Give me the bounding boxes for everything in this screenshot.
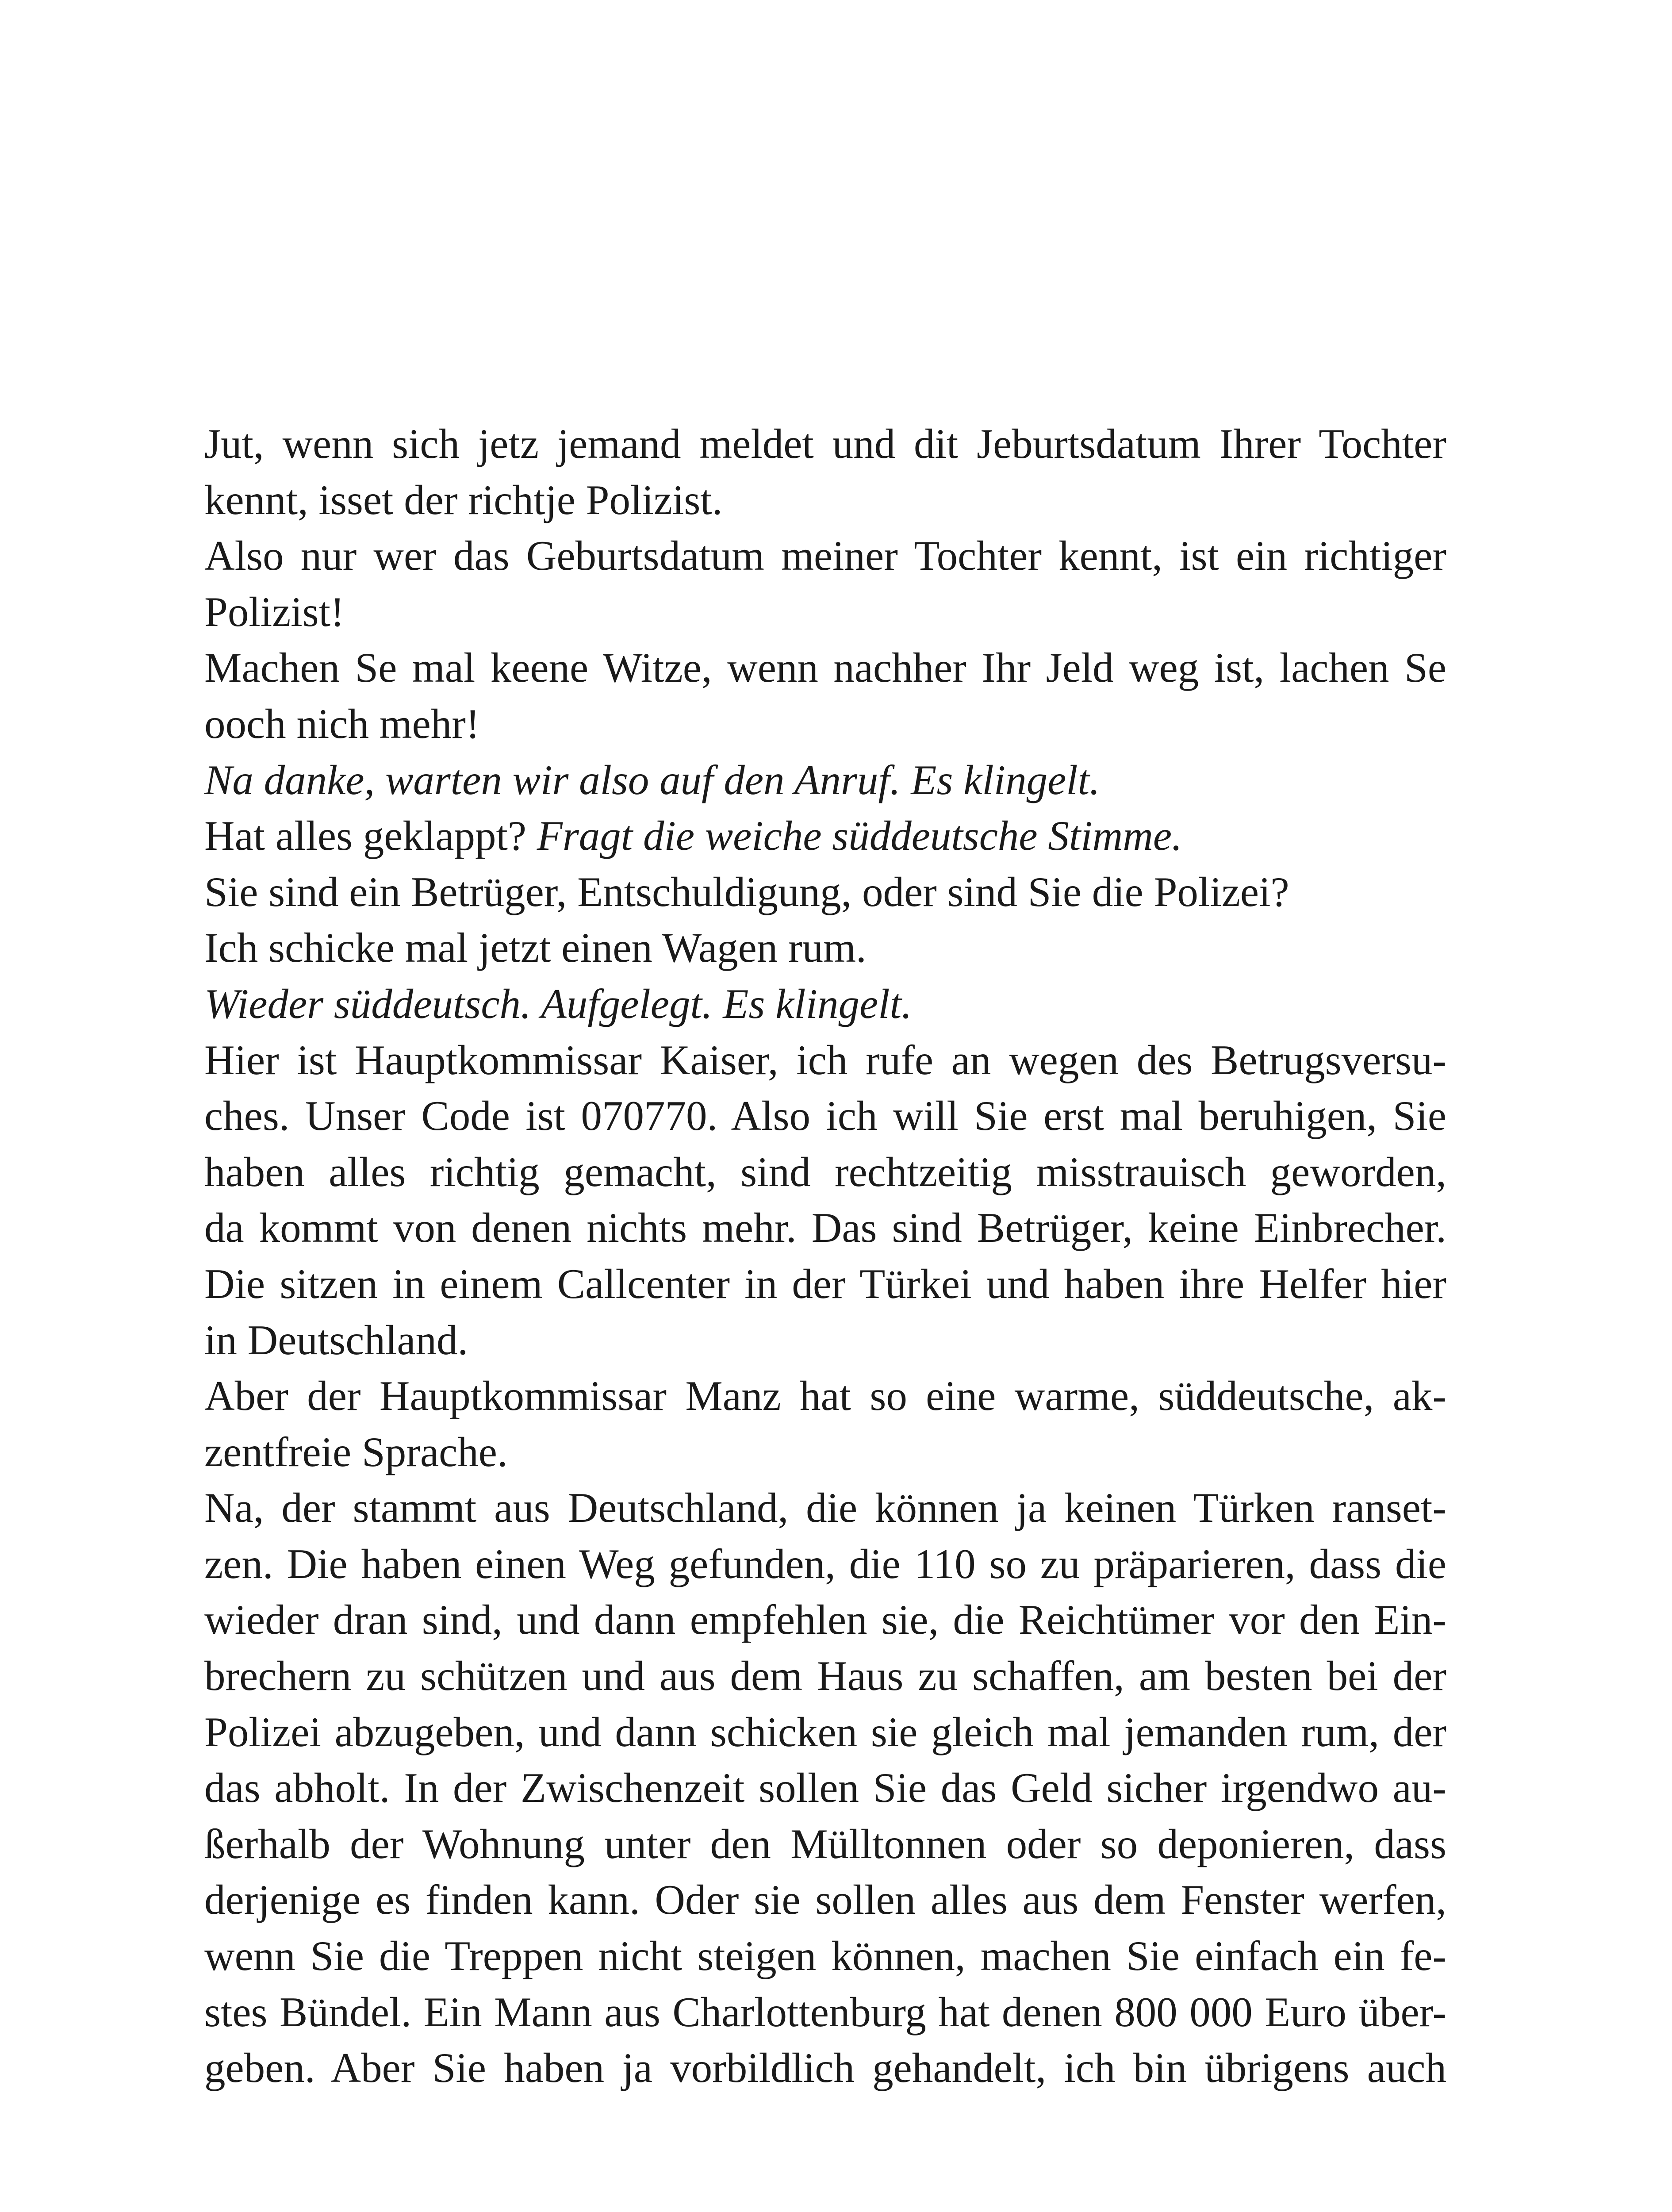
text-line: Machen Se mal keene Witze, wenn nachher Ihr Jeld weg ist, lachen Se <box>204 644 1446 691</box>
text-line: wieder dran sind, und dann empfehlen sie, die Reichtümer vor den Ein- <box>204 1596 1446 1644</box>
stage-direction-line: Na danke, warten wir also auf den Anruf. Es klingelt. <box>204 756 1100 803</box>
text-line: das abholt. In der Zwischenzeit sollen Sie das Geld sicher irgendwo au- <box>204 1764 1446 1812</box>
text-line: Also nur wer das Geburtsdatum meiner Tochter kennt, ist ein richtiger <box>204 532 1446 580</box>
text-line: Jut, wenn sich jetz jemand meldet und dit Jeburtsdatum Ihrer Tochter <box>204 420 1446 467</box>
text-line: kennt, isset der richtje Polizist. <box>204 476 723 523</box>
text-line: Sie sind ein Betrüger, Entschuldigung, oder sind Sie die Polizei? <box>204 868 1289 915</box>
body-text <box>204 416 1446 2096</box>
text-line: Na, der stammt aus Deutschland, die können ja keinen Türken ranset- <box>204 1484 1446 1532</box>
text-line: haben alles richtig gemacht, sind rechtzeitig misstrauisch geworden, <box>204 1148 1446 1195</box>
text-line: zen. Die haben einen Weg gefunden, die 110 so zu präparieren, dass die <box>204 1540 1446 1587</box>
text-line: stes Bündel. Ein Mann aus Charlottenburg hat denen 800 000 Euro über- <box>204 1988 1446 2035</box>
stage-direction-line: Wieder süddeutsch. Aufgelegt. Es klingelt. <box>204 980 912 1027</box>
text-line: Polizei abzugeben, und dann schicken sie gleich mal jemanden rum, der <box>204 1708 1446 1755</box>
stage-direction: Fragt die weiche süddeutsche Stimme. <box>537 812 1182 860</box>
text-line: da kommt von denen nichts mehr. Das sind Betrüger, keine Einbrecher. <box>204 1204 1446 1252</box>
text-line: in Deutschland. <box>204 1316 468 1363</box>
text-line: derjenige es finden kann. Oder sie sollen alles aus dem Fenster werfen, <box>204 1876 1446 1924</box>
text-line: Die sitzen in einem Callcenter in der Türkei und haben ihre Helfer hier <box>204 1260 1446 1307</box>
text-line: Aber der Hauptkommissar Manz hat so eine warme, süddeutsche, ak- <box>204 1372 1446 1420</box>
text-line: Hat alles geklappt? Fragt die weiche süddeutsche Stimme. <box>204 812 1182 860</box>
text-line: Hier ist Hauptkommissar Kaiser, ich rufe an wegen des Betrugsversu- <box>204 1036 1446 1083</box>
text-line: ches. Unser Code ist 070770. Also ich will Sie erst mal beruhigen, Sie <box>204 1092 1446 1140</box>
text-line: ooch nich mehr! <box>204 700 480 747</box>
text-line: geben. Aber Sie haben ja vorbildlich gehandelt, ich bin übrigens auch <box>204 2044 1446 2092</box>
text-line: zentfreie Sprache. <box>204 1428 508 1475</box>
text-line: Polizist! <box>204 588 345 635</box>
text-line: ßerhalb der Wohnung unter den Mülltonnen oder so deponieren, dass <box>204 1820 1446 1867</box>
text-line: brechern zu schützen und aus dem Haus zu schaffen, am besten bei der <box>204 1652 1446 1700</box>
text-line: Ich schicke mal jetzt einen Wagen rum. <box>204 924 867 972</box>
text-line: wenn Sie die Treppen nicht steigen können, machen Sie einfach ein fe- <box>204 1932 1446 1980</box>
